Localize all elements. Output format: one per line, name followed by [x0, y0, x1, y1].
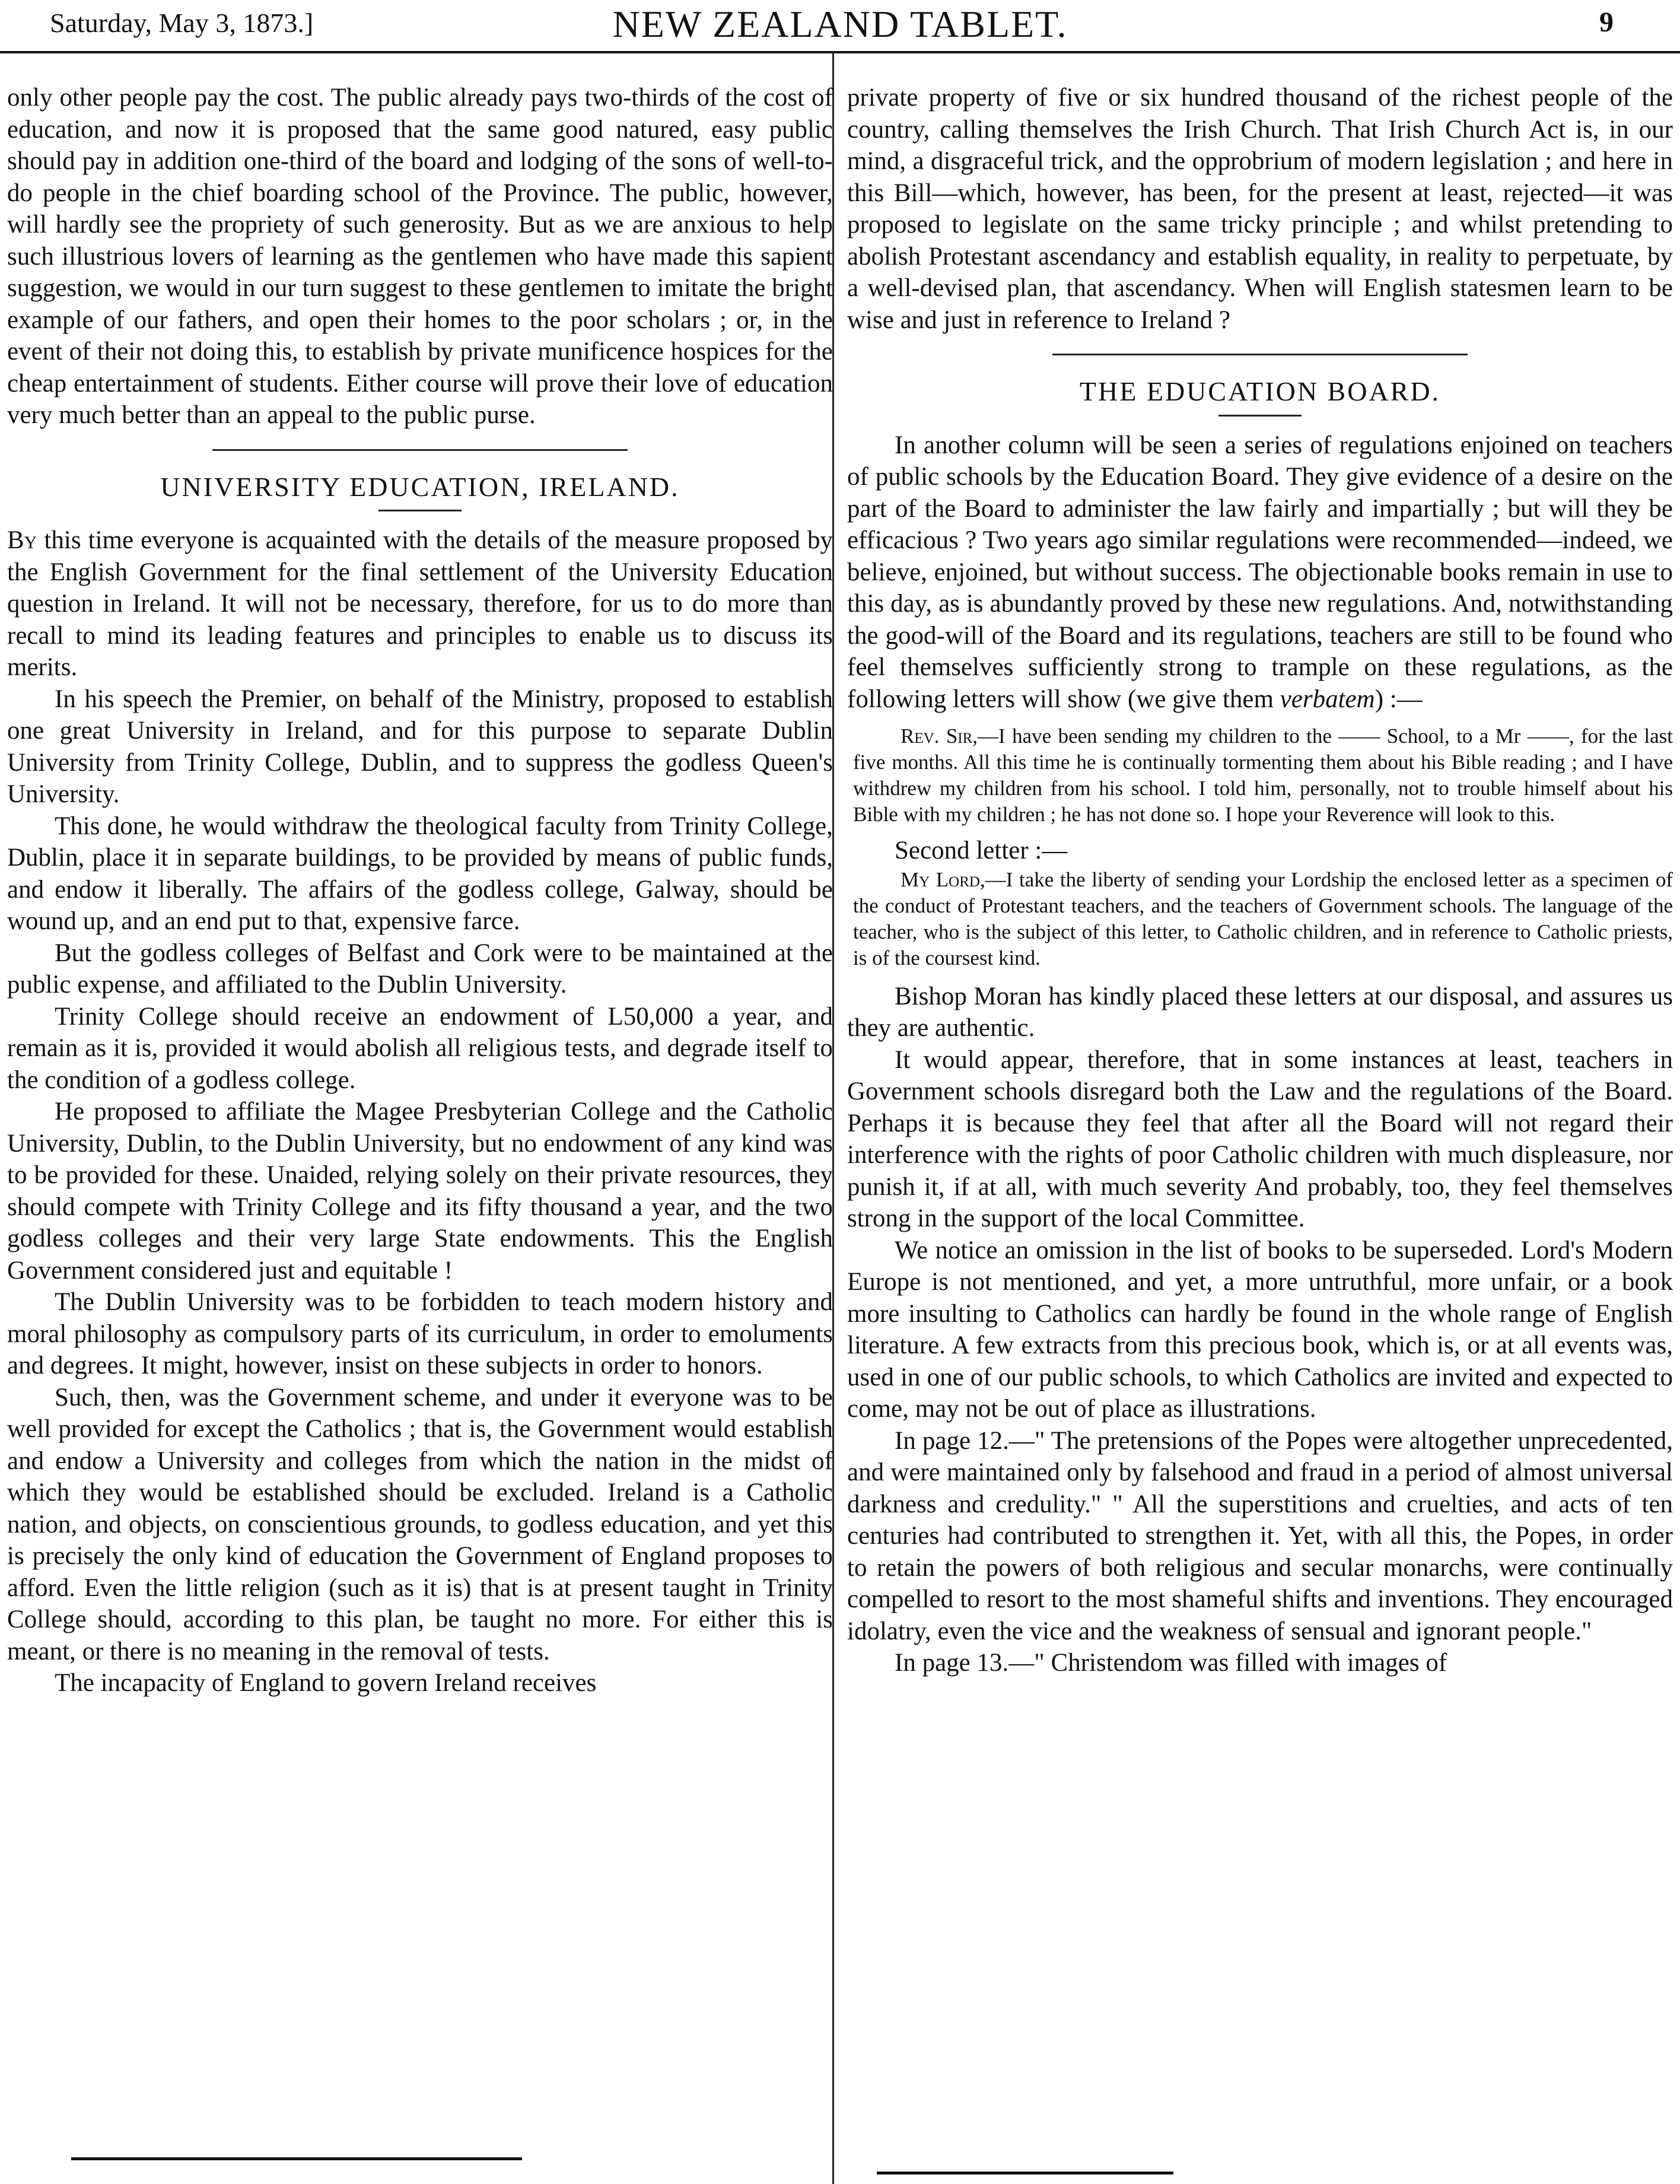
section-separator [212, 449, 628, 451]
article-paragraph: By this time everyone is acquainted with the details of the measure proposed by the English Government for the final settlement of the University Education question in Ireland. It will not be necessary, therefore, for us to do more than recall to mind its leading features and principles to enable us to discuss its merits. [7, 526, 833, 681]
article-paragraph: This done, he would withdraw the theological faculty from Trinity College, Dublin, place it in separate buildings, to be provided by means of public funds, and endow it liberally. The affairs of the godless college, Galway, should be wound up, and an end put to that, expensive farce. [7, 812, 833, 935]
article-paragraph: In his speech the Premier, on behalf of the Ministry, proposed to establish one great University in Ireland, and for this purpose to separate Dublin University from Trinity College, Dublin, and to suppress the godless Queen's University. [7, 685, 833, 808]
right-column [847, 82, 1673, 1679]
heading-underline [1218, 415, 1302, 417]
article-paragraph: Such, then, was the Government scheme, and under it everyone was to be well provided for except the Catholics ; that is, the Government would establish and endow a University and colleges from which the nation in the midst of which they would be established should be excluded. Ireland is a Catholic nation, and objects, on conscientious grounds, to godless education, and yet this is precisely the only kind of education the Government of England proposes to afford. Even the little religion (such as it is) that is at present taught in Trinity College should, according to this plan, be taught no more. For either this is meant, or there is no meaning in the removal of tests. [7, 1383, 833, 1665]
article-paragraph: The Dublin University was to be forbidden to teach modern history and moral philosophy as compulsory parts of its curriculum, in order to emoluments and degrees. It might, however, insist on these subjects in order to honors. [7, 1288, 833, 1379]
bottom-rule-right [877, 2172, 1173, 2175]
left-column [7, 82, 833, 1699]
article-paragraph: In page 13.—" Christendom was filled with images of [895, 1649, 1447, 1677]
article-heading-university: UNIVERSITY EDUCATION, IRELAND. [160, 471, 680, 502]
quoted-letter-2: My Lord,—I take the liberty of sending your Lordship the enclosed letter as a specimen of the conduct of Protestant teachers, and the teachers of Government schools. The language of the teacher, who is the subject of this letter, to Catholic children, and in reference to Catholic priests, is of the coursest kind. [853, 867, 1673, 969]
article-heading-education-board: THE EDUCATION BOARD. [1079, 376, 1441, 406]
article-paragraph: Bishop Moran has kindly placed these letters at our disposal, and assures us they are authentic. [847, 982, 1673, 1042]
article-continued-paragraph: private property of five or six hundred thousand of the richest people of the country, calling themselves the Irish Church. That Irish Church Act is, in our mind, a disgraceful trick, and the opprobrium of modern legislation ; and here in this Bill—which, however, has been, for the present at least, rejected—it was proposed to legislate on the same tricky principle ; and whilst pretending to abolish Protestant ascendancy and establish equality, in reality to perpetuate, by a well-devised plan, that ascendancy. When will English statesmen learn to be wise and just in reference to Ireland ? [847, 84, 1673, 334]
second-letter-label: Second letter :— [895, 837, 1068, 864]
article-paragraph: But the godless colleges of Belfast and Cork were to be maintained at the public expense, and affiliated to the Dublin University. [7, 939, 833, 999]
article-paragraph: We notice an omission in the list of books to be superseded. Lord's Modern Europe is not mentioned, and yet, a more untruthful, more unfair, or a book more insulting to Catholics can hardly be found in the whole range of English literature. A few extracts from this precious book, which is, or at all events was, used in one of our public schools, to which Catholics are invited and expected to come, may not be out of place as illustrations. [847, 1236, 1673, 1423]
article-paragraph: Trinity College should receive an endowment of L50,000 a year, and remain as it is, provided it would abolish all religious tests, and degrade itself to the condition of a godless college. [7, 1002, 833, 1094]
article-paragraph: In page 12.—" The pretensions of the Popes were altogether unprecedented, and were maintained only by falsehood and fraud in a period of almost universal darkness and credulity." " All the superstitions and cruelties, and acts of ten centuries had contributed to strengthen it. Yet, with all this, the Popes, in order to retain the powers of both religious and secular monarchs, were continually compelled to resort to the most shameful shifts and inventions. They encouraged idolatry, even the vice and the weakness of sensual and ignorant people." [847, 1426, 1673, 1645]
page-number: 9 [1599, 7, 1614, 38]
quoted-letter-1: Rev. Sir,—I have been sending my children to the —— School, to a Mr ——, for the last five months. All this time he is continually tormenting them about his Bible reading ; and I have withdrew my children from his school. I told him, personally, not to trouble himself about his Bible with my children ; he has not done so. I hope your Reverence will look to this. [853, 724, 1673, 826]
letter-salutation: Rev. Sir, [901, 724, 978, 748]
article-paragraph: The incapacity of England to govern Ireland receives [55, 1669, 597, 1697]
bottom-rule-left [71, 2157, 522, 2160]
article-paragraph: It would appear, therefore, that in some instances at least, teachers in Government schools disregard both the Law and the regulations of the Board. Perhaps it is because they feel that after all the Board will not regard their interference with the rights of poor Catholic children with much displeasure, nor punish it, if at all, with much severity And probably, too, they feel themselves strong in the support of the local Committee. [847, 1045, 1673, 1232]
issue-date: Saturday, May 3, 1873.] [50, 8, 314, 38]
newspaper-title: NEW ZEALAND TABLET. [612, 3, 1068, 45]
letter-salutation: My Lord, [901, 867, 985, 891]
article-paragraph: In another column will be seen a series of regulations enjoined on teachers of public schools by the Education Board. They give evidence of a desire on the part of the Board to administer the law fairly and impartially ; but will they be efficacious ? Two years ago similar regulations were recommended—indeed, we believe, enjoined, but without success. The objectionable books remain in use to this day, as is abundantly proved by these new regulations. And, notwithstanding the good-will of the Board and its regulations, teachers are still to be found who feel themselves sufficiently strong to trample on these regulations, as the following letters will show (we give them verbatem) :— [847, 431, 1673, 713]
article-paragraph: He proposed to affiliate the Magee Presbyterian College and the Catholic University, Dublin, to the Dublin University, but no endowment of any kind was to be provided for these. Unaided, relying solely on their private resources, they should compete with Trinity College and its fifty thousand a year, and the two godless colleges and their very large State endowments. This the English Government considered just and equitable ! [7, 1098, 833, 1285]
masthead [0, 0, 1680, 53]
section-separator [1052, 354, 1468, 355]
heading-underline [378, 510, 462, 511]
opening-word: By [7, 526, 37, 554]
article-continued-paragraph: only other people pay the cost. The public already pays two-thirds of the cost of education, and now it is proposed that the same good natured, easy public should pay in addition one-third of the board and lodging of the sons of well-to-do people in the chief boarding school of the Province. The public, however, will hardly see the propriety of such generosity. But as we are anxious to help such illustrious lovers of learning as the gentlemen who have made this sapient suggestion, we would in our turn suggest to these gentlemen to imitate the bright example of our fathers, and open their homes to the poor scholars ; or, in the event of their not doing this, to establish by private munificence hospices for the cheap entertainment of students. Either course will prove their love of education very much better than an appeal to the public purse. [7, 84, 833, 429]
